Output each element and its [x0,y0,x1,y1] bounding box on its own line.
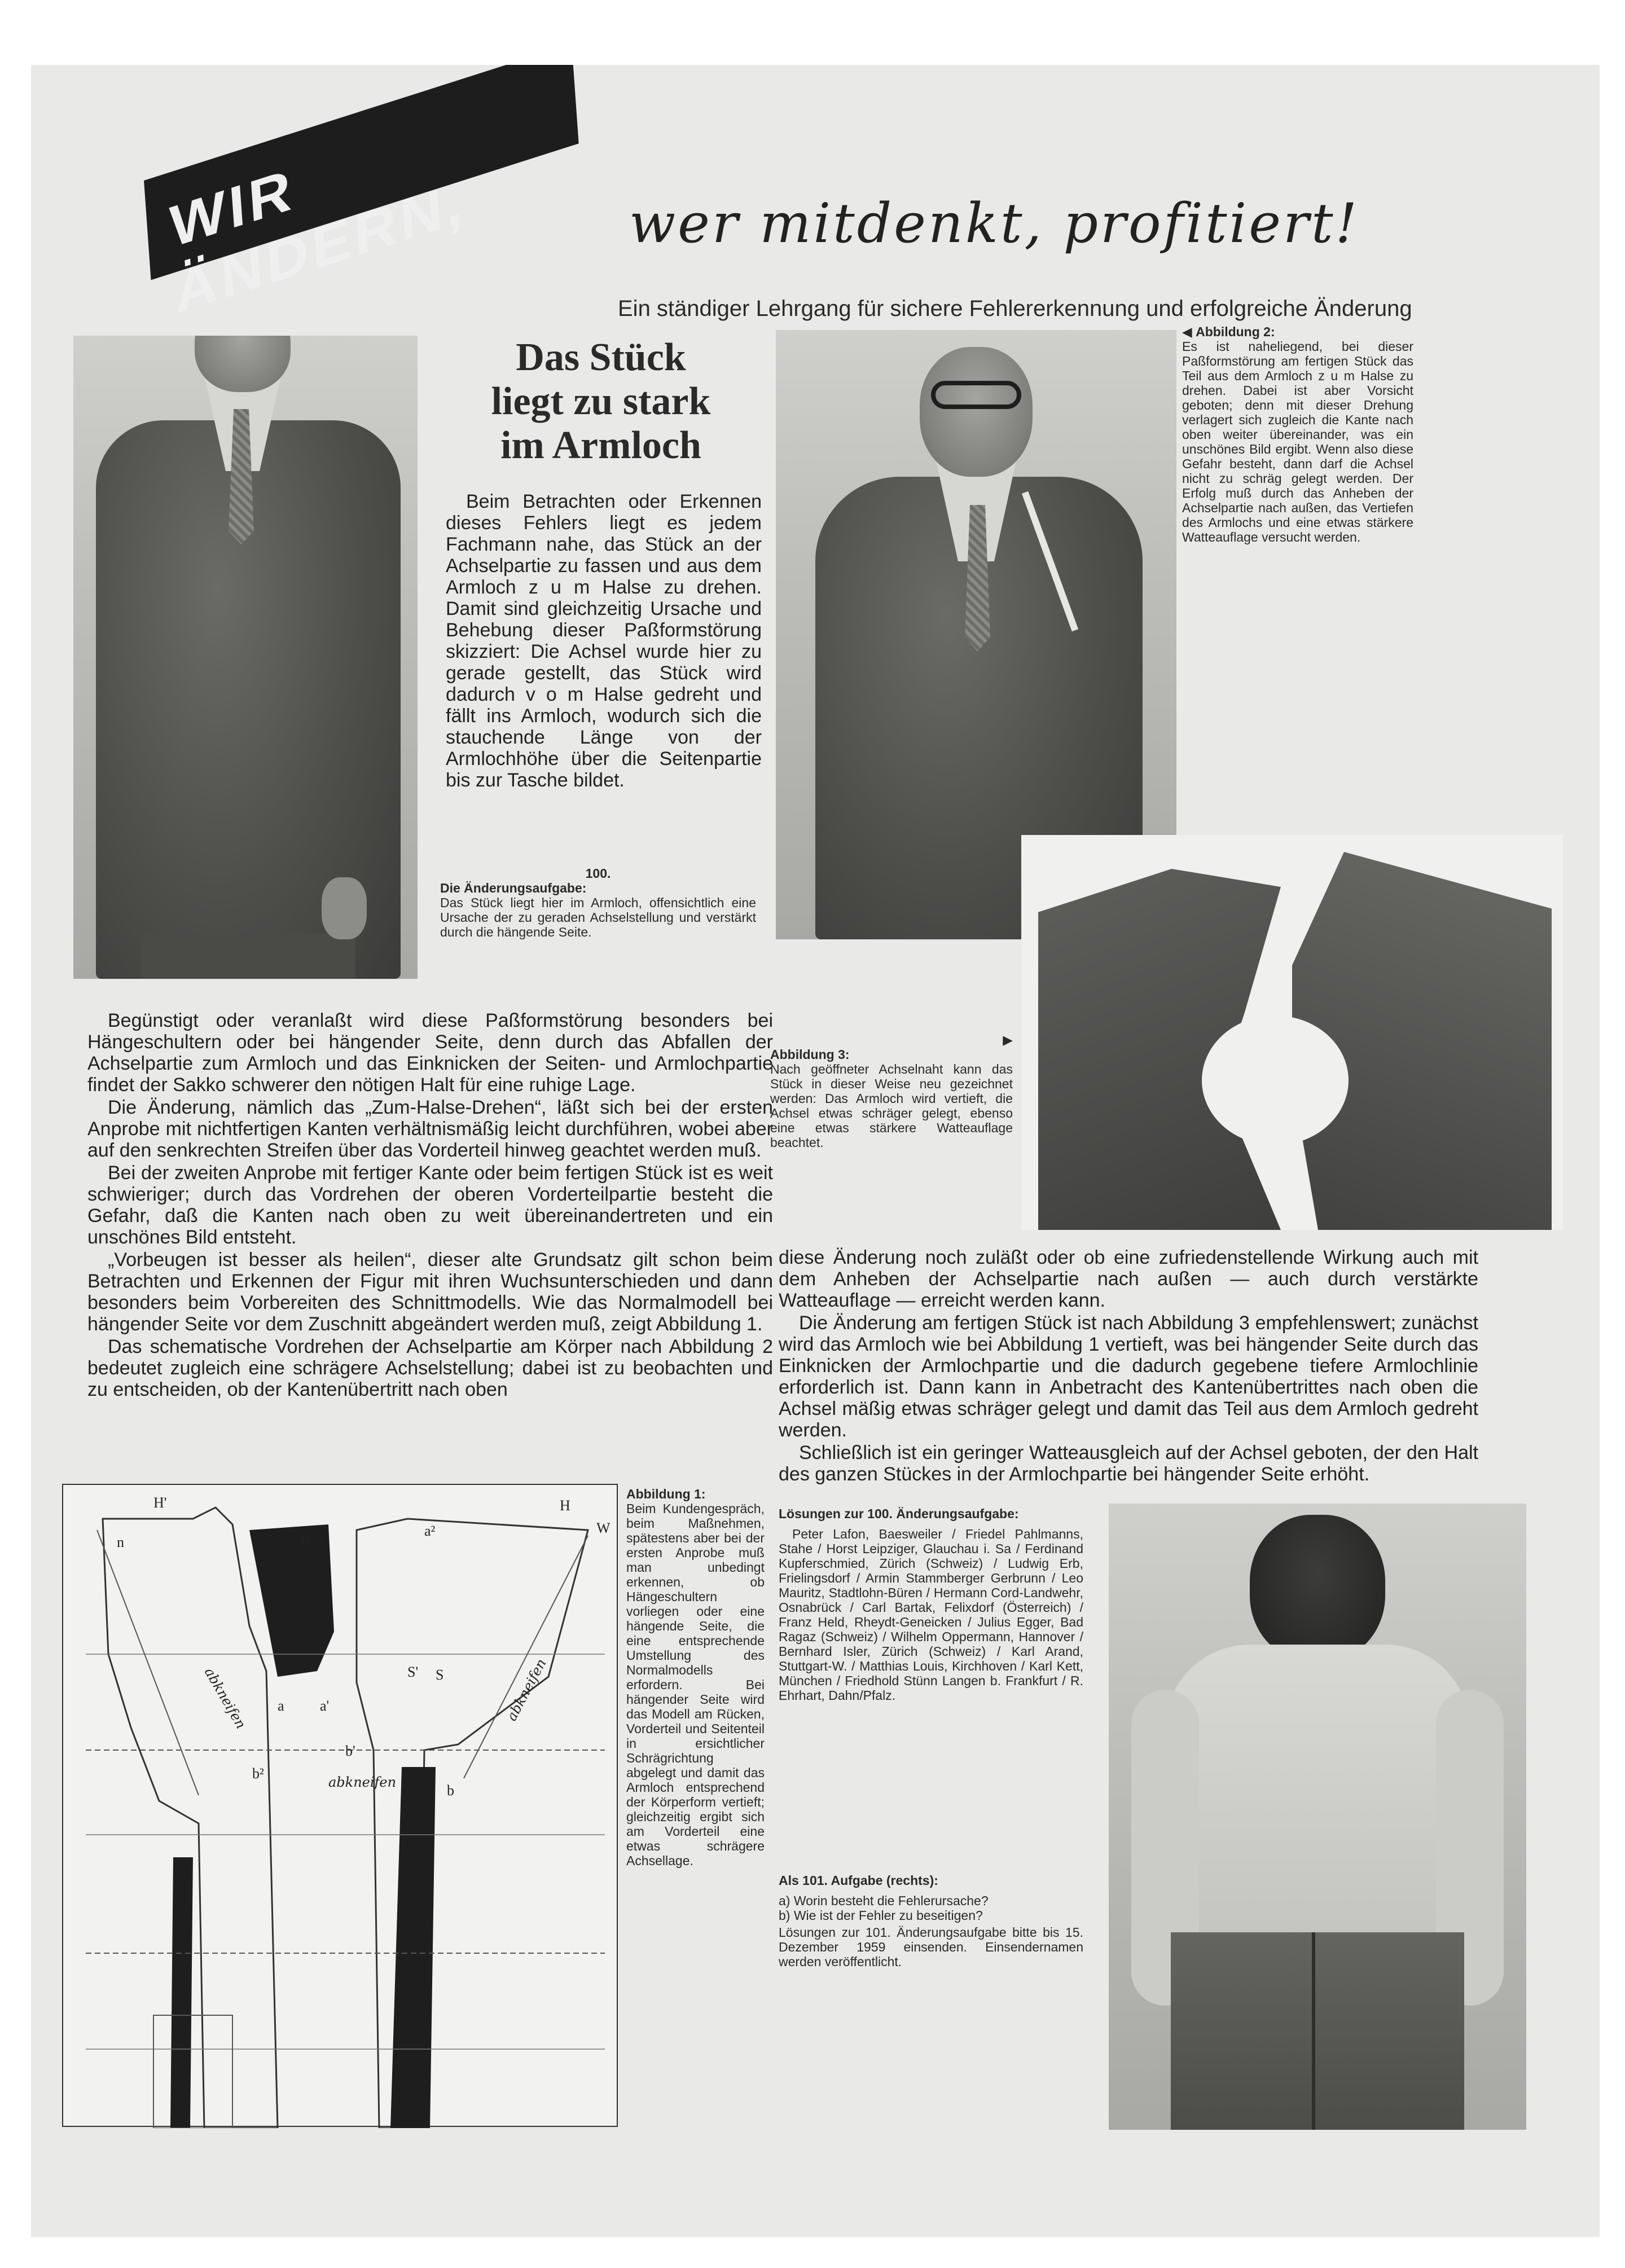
photo-figure-3 [1021,835,1563,1230]
pattern-label-b2: b² [252,1765,264,1782]
header-subtitle: Ein ständiger Lehrgang für sichere Fehlererkennung und erfolgreiche Änderung [618,296,1412,321]
article-title-line-2: liegt zu stark [491,380,711,423]
article-title-block [426,336,776,468]
right-column-text [779,1247,1478,1486]
left-column-text [87,1010,773,1401]
figure-2-caption [1182,324,1413,544]
magazine-page [31,65,1600,2237]
right-paragraph-1: diese Änderung noch zuläßt oder ob eine zufriedenstellende Wirkung auch mit dem Anheben der Achselpartie nach außen — auch durch verstärkte Watteauflage — erreicht werden kann. [779,1247,1478,1311]
article-intro [446,491,762,792]
photo-figure-1 [73,336,418,979]
pattern-label-n: n [117,1534,124,1550]
left-paragraph-5: Das schematische Vordrehen der Achselpartie am Körper nach Abbildung 2 bedeutet zugleich eine schrägere Achselstellung; dabei ist zu beobachten und zu entscheiden, ob der Kantenübertritt nach oben [87,1336,773,1400]
solutions-text: Peter Lafon, Baesweiler / Friedel Pahlmanns, Stahe / Horst Leipziger, Glauchau i. Sa / Ferdinand Kupferschmied, Zürich (Schweiz) / Ludwig Erb, Frielingsdorf / Armin Stammberger Gerbrunn / Leo Mauritz, Stadtlohn-Büren / Hermann Cord-Landwehr, Osnabrück / Carl Bartak, Felixdorf (Österreich) / Franz Held, Rheydt-Geneicken / Julius Egger, Bad Ragaz (Schweiz) / Wilhelm Oppermann, Hannover / Bernhard Isler, Zürich (Schweiz) / Karl Arand, Stuttgart-W. / Matthias Louis, Kirchhoven / Karl Kett, München / Friedhold Stünn Langen b. Frankfurt / R. Ehrhart, Dahn/Pfalz. [779,1527,1083,1703]
pattern-label-s: S [436,1667,444,1683]
solutions-block [779,1506,1083,1703]
pattern-label-h: H [560,1497,570,1514]
left-paragraph-2: Die Änderung, nämlich das „Zum-Halse-Drehen“, läßt sich bei der ersten Anprobe mit nichtfertigen Kanten verhältnismäßig leicht durchführen, wobei aber auf den senkrechten Streifen über das Vorderteil hinweg geachtet werden muß. [87,1097,773,1161]
pattern-label-h-prime: H' [153,1495,167,1511]
pattern-label-b-prime: b' [345,1743,355,1759]
task-100-block [440,866,756,939]
pattern-label-b: b [447,1782,454,1799]
task-100-label: Die Änderungsaufgabe: [440,881,587,895]
figure-1-title: Abbildung 1: [626,1487,706,1501]
task-100-heading: 100. [585,866,611,881]
figure-2-text: Es ist naheliegend, bei dieser Paßformstörung am fertigen Stück das Teil aus dem Armloch z u m Halse zu drehen. Dabei ist aber Vorsicht geboten; denn mit dieser Drehung verlagert sich zugleich die Kante nach oben weiter übereinander, was ein unschönes Bild ergibt. Wenn also diese Gefahr besteht, dann darf die Achsel nicht zu schräg gelegt werden. Der Erfolg muß durch das Anheben der Achselpartie nach außen, das Vertiefen des Armlochs und eine etwas stärkere Watteauflage versucht werden. [1182,339,1413,544]
right-paragraph-2: Die Änderung am fertigen Stück ist nach Abbildung 3 empfehlenswert; zunächst wird das Armloch wie bei Abbildung 1 vertieft, was bei hängender Seite durch das Einknicken der Armlochpartie und die dadurch gegebene tiefere Armlochlinie erforderlich ist. Dann kann in Anbetracht des Kantenübertrittes nach oben die Achsel mäßig etwas schräger gelegt und damit das Teil aus dem Armloch gedreht werden. [779,1312,1478,1441]
pattern-label-abkneifen-left: abkneifen [201,1665,249,1732]
figure-3-title: Abbildung 3: [770,1047,850,1062]
banner-text: WIR ÄNDERN, [168,156,468,326]
task-101-question-a: a) Worin besteht die Fehlerursache? [779,1893,989,1908]
task-100-text: Das Stück liegt hier im Armloch, offensichtlich eine Ursache der zu geraden Achselstellung und verstärkt durch die hängende Seite. [440,895,756,939]
pattern-label-h2: H² [300,1531,315,1548]
task-101-title: Als 101. Aufgabe (rechts): [779,1873,938,1888]
left-arrow-marker: ◀ [1182,324,1192,339]
left-paragraph-3: Bei der zweiten Anprobe mit fertiger Kante oder beim fertigen Stück ist es weit schwieriger; durch das Vordrehen der oberen Vorderteilpartie besteht die Gefahr, daß die Kanten nach oben zu weit übereinandertreten und ein unschönes Bild entsteht. [87,1162,773,1248]
pattern-label-abkneifen-center: abkneifen [328,1774,397,1790]
task-101-deadline: Lösungen zur 101. Änderungsaufgabe bitte bis 15. Dezember 1959 einsenden. Einsendernamen werden veröffentlicht. [779,1925,1083,1969]
article-title-line-3: im Armloch [500,424,701,467]
pattern-drawing-svg [63,1485,619,2128]
article-title-line-1: Das Stück [516,336,686,379]
pattern-label-s-prime: S' [407,1664,419,1680]
left-paragraph-1: Begünstigt oder veranlaßt wird diese Paßformstörung besonders bei Hängeschultern oder bei hängender Seite, denn durch das Abfallen der Achselpartie zum Armloch und das Einknicken der Seiten- und Armlochpartie findet der Sakko schwerer den nötigen Halt für eine ruhige Lage. [87,1010,773,1096]
article-intro-paragraph: Beim Betrachten oder Erkennen dieses Fehlers liegt es jedem Fachmann nahe, das Stück an der Achselpartie zu fassen und aus dem Armloch z u m Halse zu drehen. Damit sind gleichzeitig Ursache und Behebung dieser Paßformstörung skizziert: Die Achsel wurde hier zu gerade gestellt, das Stück wird dadurch v o m Halse gedreht und fällt ins Armloch, wodurch sich die stauchende Länge von der Armlochhöhe über die Seitenpartie bis zur Tasche bildet. [446,491,762,791]
pattern-label-a-prime: a' [320,1698,330,1714]
figure-1-text: Beim Kundengespräch, beim Maßnehmen, spätestens aber bei der ersten Anprobe muß man unbedingt erkennen, ob Hängeschultern vorliegen oder eine hängende Seite, die eine entsprechende Umstellung des Normalmodells erfordern. Bei hängender Seite wird das Modell am Rücken, Vorderteil und Seitenteil in ersichtlicher Schrägrichtung abgelegt und damit das Armloch entsprechend der Körperform vertieft; gleichzeitig ergibt sich am Vorderteil eine etwas schrägere Achsellage. [626,1501,765,1868]
pattern-label-abkneifen-right: abkneifen [503,1656,550,1724]
pattern-label-a2: a² [424,1523,436,1539]
figure-3-text: Nach geöffneter Achselnaht kann das Stück in dieser Weise neu gezeichnet werden: Das Armloch wird vertieft, die Achsel etwas schräger gelegt, ebenso eine etwas stärkere Watteauflage beachtet. [770,1062,1013,1150]
task-101-block [779,1873,1083,1969]
pattern-label-a: a [278,1698,284,1714]
left-paragraph-4: „Vorbeugen ist besser als heilen“, dieser alte Grundsatz gilt schon beim Betrachten und Erkennen der Figur mit ihren Wuchsunterschieden und dann besonders beim Vorbereiten des Schnittmodells. Wie das Normalmodell bei hängender Seite vor dem Zuschnitt abgeändert werden muß, zeigt Abbildung 1. [87,1249,773,1335]
pattern-label-w: W [596,1520,611,1536]
right-paragraph-3: Schließlich ist ein geringer Watteausgleich auf der Achsel geboten, der den Halt des ganzen Stückes in der Armlochpartie bei hängender Seite erhöht. [779,1442,1478,1485]
header-banner [144,65,579,326]
solutions-title: Lösungen zur 100. Änderungsaufgabe: [779,1506,1019,1521]
figure-3-caption [770,1032,1013,1150]
figure-1-caption [626,1487,765,1868]
figure-2-title: Abbildung 2: [1196,324,1275,339]
task-101-question-b: b) Wie ist der Fehler zu beseitigen? [779,1908,983,1923]
right-arrow-marker: ▶ [1003,1032,1013,1047]
pattern-drawing-figure-1 [62,1484,618,2127]
header-script-slogan: wer mitdenkt, profitiert! [629,192,1360,255]
photo-task-101 [1109,1504,1526,2130]
